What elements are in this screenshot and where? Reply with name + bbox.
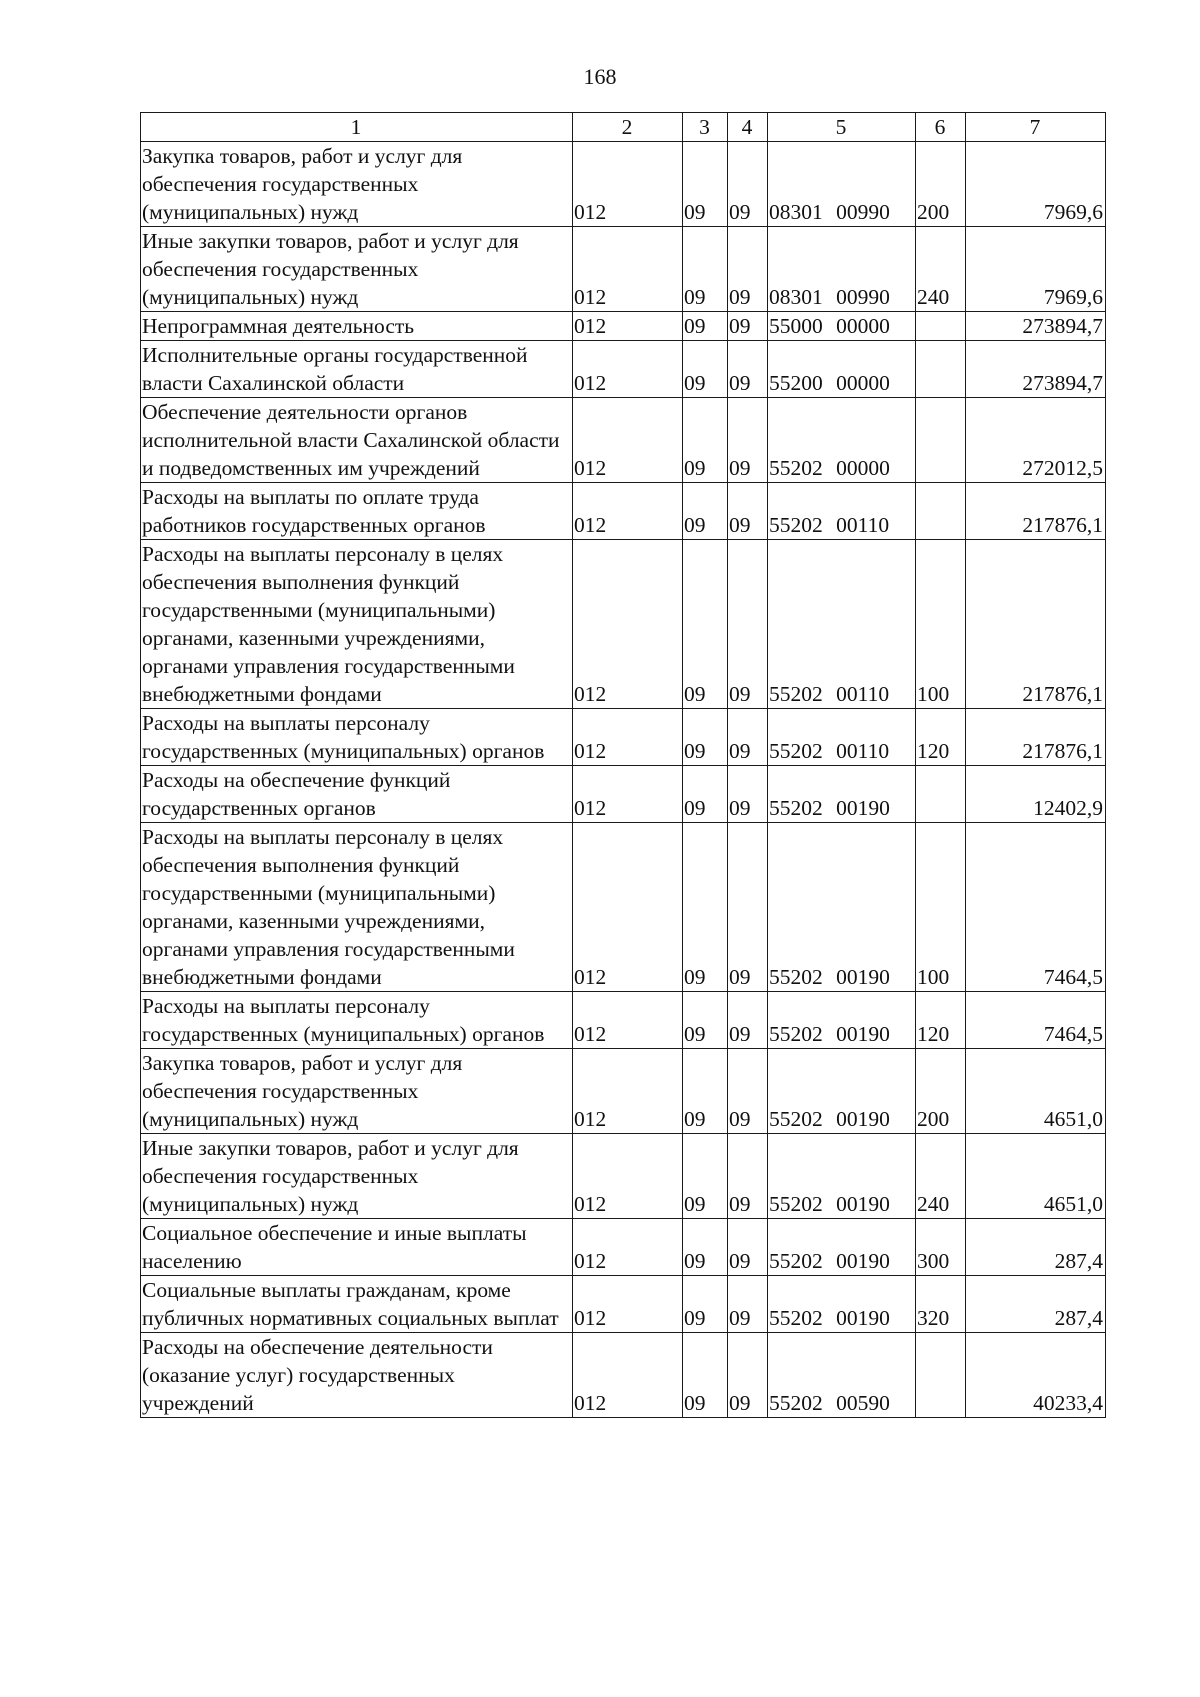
table-row: [141, 1134, 1106, 1219]
header-row: [141, 113, 1106, 142]
subsection-cell: 09: [728, 766, 768, 823]
target-article-cell: 55202 00190: [768, 1219, 916, 1276]
admin-code-cell: 012: [573, 142, 683, 227]
expense-type-cell: [916, 1333, 966, 1418]
amount-cell: 40233,4: [966, 1333, 1106, 1418]
table-row: [141, 341, 1106, 398]
subsection-cell: 09: [728, 1219, 768, 1276]
amount-cell: 287,4: [966, 1276, 1106, 1333]
section-cell: 09: [683, 483, 728, 540]
section-cell: 09: [683, 1049, 728, 1134]
section-cell: 09: [683, 823, 728, 992]
table-row: [141, 398, 1106, 483]
amount-cell: 217876,1: [966, 483, 1106, 540]
section-cell: 09: [683, 992, 728, 1049]
subsection-cell: 09: [728, 227, 768, 312]
row-name-cell: Расходы на выплаты персоналу государственных (муниципальных) органов: [141, 992, 573, 1049]
row-name-cell: Социальные выплаты гражданам, кроме публичных нормативных социальных выплат: [141, 1276, 573, 1333]
table-row: [141, 709, 1106, 766]
row-name-cell: Расходы на обеспечение деятельности (оказание услуг) государственных учреждений: [141, 1333, 573, 1418]
page-number: 168: [583, 64, 617, 89]
admin-code-cell: 012: [573, 227, 683, 312]
subsection-cell: 09: [728, 483, 768, 540]
target-article-cell: 55200 00000: [768, 341, 916, 398]
subsection-cell: 09: [728, 823, 768, 992]
row-name-cell: Социальное обеспечение и иные выплаты населению: [141, 1219, 573, 1276]
amount-cell: 287,4: [966, 1219, 1106, 1276]
row-name-cell: Исполнительные органы государственной власти Сахалинской области: [141, 341, 573, 398]
row-name-cell: Расходы на выплаты персоналу в целях обеспечения выполнения функций государственными (муниципальными) органами, казенными учреждениями, органами управления государственными внебюджетными фондами: [141, 823, 573, 992]
row-name-cell: Иные закупки товаров, работ и услуг для обеспечения государственных (муниципальных) нужд: [141, 1134, 573, 1219]
column-header: 3: [683, 113, 728, 142]
subsection-cell: 09: [728, 1333, 768, 1418]
admin-code-cell: 012: [573, 540, 683, 709]
expense-type-cell: [916, 398, 966, 483]
subsection-cell: 09: [728, 1276, 768, 1333]
admin-code-cell: 012: [573, 1276, 683, 1333]
section-cell: 09: [683, 1134, 728, 1219]
target-article-cell: 08301 00990: [768, 227, 916, 312]
amount-cell: 272012,5: [966, 398, 1106, 483]
section-cell: 09: [683, 142, 728, 227]
amount-cell: 273894,7: [966, 341, 1106, 398]
expense-type-cell: 120: [916, 709, 966, 766]
expense-type-cell: 100: [916, 823, 966, 992]
subsection-cell: 09: [728, 709, 768, 766]
subsection-cell: 09: [728, 540, 768, 709]
admin-code-cell: 012: [573, 341, 683, 398]
row-name-cell: Закупка товаров, работ и услуг для обеспечения государственных (муниципальных) нужд: [141, 1049, 573, 1134]
target-article-cell: 08301 00990: [768, 142, 916, 227]
subsection-cell: 09: [728, 312, 768, 341]
amount-cell: 7969,6: [966, 142, 1106, 227]
table-row: [141, 1049, 1106, 1134]
section-cell: 09: [683, 312, 728, 341]
table-row: [141, 142, 1106, 227]
table-row: [141, 823, 1106, 992]
subsection-cell: 09: [728, 341, 768, 398]
subsection-cell: 09: [728, 1049, 768, 1134]
amount-cell: 4651,0: [966, 1049, 1106, 1134]
target-article-cell: 55202 00110: [768, 483, 916, 540]
row-name-cell: Расходы на выплаты по оплате труда работников государственных органов: [141, 483, 573, 540]
table-row: [141, 1333, 1106, 1418]
target-article-cell: 55202 00190: [768, 1276, 916, 1333]
expense-type-cell: 200: [916, 1049, 966, 1134]
subsection-cell: 09: [728, 398, 768, 483]
expense-type-cell: 120: [916, 992, 966, 1049]
column-header: 2: [573, 113, 683, 142]
target-article-cell: 55202 00000: [768, 398, 916, 483]
section-cell: 09: [683, 540, 728, 709]
admin-code-cell: 012: [573, 992, 683, 1049]
column-header: 7: [966, 113, 1106, 142]
table-row: [141, 992, 1106, 1049]
admin-code-cell: 012: [573, 1219, 683, 1276]
section-cell: 09: [683, 398, 728, 483]
table-row: [141, 483, 1106, 540]
amount-cell: 12402,9: [966, 766, 1106, 823]
target-article-cell: 55202 00190: [768, 823, 916, 992]
amount-cell: 217876,1: [966, 540, 1106, 709]
amount-cell: 4651,0: [966, 1134, 1106, 1219]
table-row: [141, 227, 1106, 312]
row-name-cell: Расходы на выплаты персоналу в целях обеспечения выполнения функций государственными (муниципальными) органами, казенными учреждениями, органами управления государственными внебюджетными фондами: [141, 540, 573, 709]
table-row: [141, 1276, 1106, 1333]
column-header: 1: [141, 113, 573, 142]
subsection-cell: 09: [728, 992, 768, 1049]
expense-type-cell: 200: [916, 142, 966, 227]
subsection-cell: 09: [728, 142, 768, 227]
expense-type-cell: [916, 483, 966, 540]
section-cell: 09: [683, 1276, 728, 1333]
expense-type-cell: [916, 766, 966, 823]
column-header: 6: [916, 113, 966, 142]
expense-type-cell: [916, 341, 966, 398]
row-name-cell: Расходы на выплаты персоналу государственных (муниципальных) органов: [141, 709, 573, 766]
row-name-cell: Непрограммная деятельность: [141, 312, 573, 341]
admin-code-cell: 012: [573, 766, 683, 823]
expense-type-cell: 300: [916, 1219, 966, 1276]
admin-code-cell: 012: [573, 312, 683, 341]
target-article-cell: 55202 00190: [768, 766, 916, 823]
column-header: 5: [768, 113, 916, 142]
budget-table: [140, 112, 1106, 1418]
row-name-cell: Расходы на обеспечение функций государственных органов: [141, 766, 573, 823]
section-cell: 09: [683, 766, 728, 823]
admin-code-cell: 012: [573, 1333, 683, 1418]
row-name-cell: Иные закупки товаров, работ и услуг для обеспечения государственных (муниципальных) нужд: [141, 227, 573, 312]
table-row: [141, 1219, 1106, 1276]
table-row: [141, 540, 1106, 709]
target-article-cell: 55202 00110: [768, 540, 916, 709]
target-article-cell: 55202 00190: [768, 1049, 916, 1134]
amount-cell: 7464,5: [966, 992, 1106, 1049]
admin-code-cell: 012: [573, 823, 683, 992]
amount-cell: 273894,7: [966, 312, 1106, 341]
section-cell: 09: [683, 1219, 728, 1276]
target-article-cell: 55000 00000: [768, 312, 916, 341]
amount-cell: 7969,6: [966, 227, 1106, 312]
admin-code-cell: 012: [573, 398, 683, 483]
row-name-cell: Обеспечение деятельности органов исполнительной власти Сахалинской области и подведомственных им учреждений: [141, 398, 573, 483]
admin-code-cell: 012: [573, 1134, 683, 1219]
section-cell: 09: [683, 1333, 728, 1418]
admin-code-cell: 012: [573, 709, 683, 766]
section-cell: 09: [683, 709, 728, 766]
expense-type-cell: 240: [916, 1134, 966, 1219]
admin-code-cell: 012: [573, 483, 683, 540]
amount-cell: 7464,5: [966, 823, 1106, 992]
target-article-cell: 55202 00110: [768, 709, 916, 766]
target-article-cell: 55202 00190: [768, 1134, 916, 1219]
section-cell: 09: [683, 227, 728, 312]
row-name-cell: Закупка товаров, работ и услуг для обеспечения государственных (муниципальных) нужд: [141, 142, 573, 227]
target-article-cell: 55202 00190: [768, 992, 916, 1049]
section-cell: 09: [683, 341, 728, 398]
expense-type-cell: 100: [916, 540, 966, 709]
expense-type-cell: [916, 312, 966, 341]
target-article-cell: 55202 00590: [768, 1333, 916, 1418]
admin-code-cell: 012: [573, 1049, 683, 1134]
table-row: [141, 766, 1106, 823]
expense-type-cell: 320: [916, 1276, 966, 1333]
table-row: [141, 312, 1106, 341]
expense-type-cell: 240: [916, 227, 966, 312]
subsection-cell: 09: [728, 1134, 768, 1219]
column-header: 4: [728, 113, 768, 142]
amount-cell: 217876,1: [966, 709, 1106, 766]
